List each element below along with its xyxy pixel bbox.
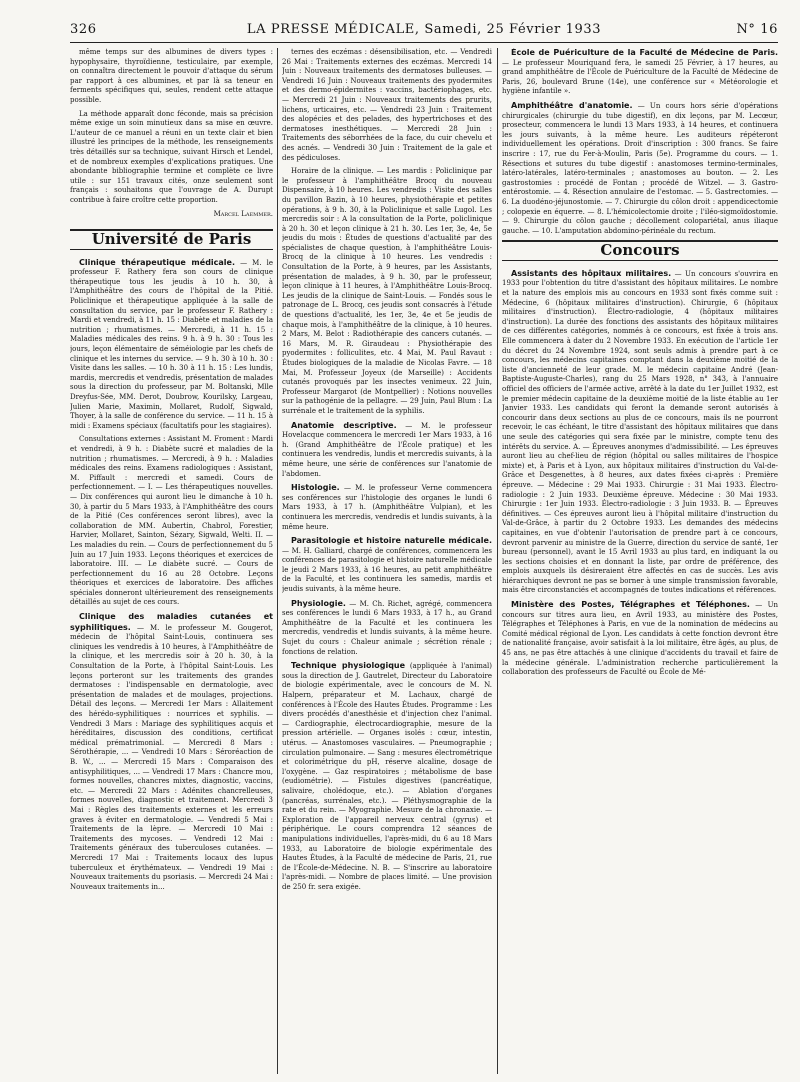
intro-paragraph-1: même temps sur des albumines de divers types : hypophysaire, thyroïdienne, testiculaire, par exemple, on connaîtra directement le pouvoir d'attaque du sérum par rapport à ces albumines, et par là sa teneur en ferments spécifiques qui, seules, rendent cette attaque possible. bbox=[70, 48, 273, 104]
parasitologie-paragraph bbox=[282, 536, 492, 595]
section-title-concours: Concours bbox=[502, 240, 778, 261]
histologie-paragraph bbox=[282, 483, 492, 532]
puericulture-body: — Le professeur Mouriquand fera, le samedi 25 Février, à 17 heures, au grand amphithéâtre de l'École de Puériculture de la Faculté de Médecine de Paris, 26, boulevard Brune (14e), une conférence sur « Météorologie et hygiène infantile ». bbox=[502, 58, 778, 96]
cutanees-continued: ternes des eczémas : désensibilisation, etc. — Vendredi 26 Mai : Traitements externes des eczémas. Mercredi 14 Juin : Nouveaux traitements des dermatoses bulleuses. — Vendredi 16 Juin : Nouveaux traitements des pyodermites et des dermo-épidermites : vaccins, bactériophages, etc. — Mercredi 21 Juin : Nouveaux traitements des prurits, lichens, urticaires, etc. — Vendredi 23 Juin : Traitement des alopécies et des pelades, des hypertrichoses et des dermatoses inesthétiques. — Mercredi 28 Juin : Traitements des séborrhées de la face, du cuir chevelu et des acnés. — Vendredi 30 Juin : Traitement de la gale et des pédiculoses. bbox=[282, 48, 492, 162]
parasitologie-heading: Parasitologie et histoire naturelle médicale. bbox=[291, 536, 492, 546]
technique-paragraph bbox=[282, 661, 492, 892]
physiologie-heading: Physiologie. bbox=[291, 598, 346, 608]
histologie-heading: Histologie. bbox=[291, 483, 340, 493]
parasitologie-body: — M. H. Galliard, chargé de conférences, commencera les conférences de parasitologie et histoire naturelle médicale le jeudi 2 Mars 1933, à 16 heures, au petit amphithéâtre de la Faculté, et les continuera les samedis, mardis et jeudis suivants, à la même heure. bbox=[282, 546, 492, 594]
technique-body: (appliquée à l'animal) sous la direction de J. Gautrelet, Directeur du Laboratoire de biologie expérimentale, avec le concours de M. N. Halpern, préparateur et M. Lachaux, chargé de conférences à l'École des Hautes Études. Programme : Les divers procédés d'anesthésie et d'injection chez l'animal. — Cardiographie, électrocardiographie, mesure de la pression artérielle. — Organes isolés : cœur, intestin, utérus. — Anastomoses vasculaires. — Pneumographie ; circulation pulmonaire. — Sang : mesures électrométrique et colorimétrique du pH, réserve alcaline, dosage de l'oxygène. — Gaz respiratoires ; métabolisme de base (eudiométrie). — Fistules digestives (pancréatique, salivaire, cholédoque, etc.). — Ablation d'organes (pancréas, surrénales, etc.). — Pléthysmographie de la rate et du rein. — Myographie. Mesure de la chronaxie. — Exploration de l'appareil nerveux central (gyrus) et périphérique. Le cours comprendra 12 séances de manipulations individuelles, l'après-midi, du 6 au 18 Mars 1933, au Laboratoire de biologie expérimentale des Hautes Études, à la Faculté de médecine de Paris, 21, rue de l'École-de-Médecine. N. B. — S'inscrire au laboratoire l'après-midi. — Nombre de places limité. — Une provision de 250 fr. sera exigée. bbox=[282, 662, 492, 891]
column-1 bbox=[70, 48, 273, 1074]
puericulture-paragraph bbox=[502, 48, 778, 97]
ptt-heading: Ministère des Postes, Télégraphes et Téléphones. bbox=[511, 600, 750, 610]
amphitheatre-heading: Amphithéâtre d'anatomie. bbox=[511, 100, 633, 110]
puericulture-heading: École de Puériculture de la Faculté de Médecine de Paris. bbox=[511, 48, 778, 57]
column-3 bbox=[502, 48, 778, 1074]
column-2 bbox=[282, 48, 492, 1074]
review-signature: Marcel Laemmer. bbox=[213, 209, 273, 218]
page-number: 326 bbox=[70, 22, 97, 37]
assistants-body: — Un concours s'ouvrira en 1933 pour l'obtention du titre d'assistant des hôpitaux militaires. Le nombre et la nature des emplois mis au concours en 1933 sont fixés comme suit : Médecine, 6 (hôpitaux militaires d'instruction). Chirurgie, 6 (hôpitaux militaires d'instruction). Électro-radiologie, 4 (hôpitaux militaires d'instruction). La durée des fonctions des assistants des hôpitaux militaires de ces différentes catégories, nommés à ce concours, est fixée à trois ans. Elle commencera à dater du 2 Novembre 1933. En exécution de l'article 1er du décret du 24 Novembre 1924, sont seuls admis à prendre part à ce concours, les médecins capitaines comptant dans la deuxième moitié de la liste d'ancienneté de leur grade. M. le médecin capitaine André (Jean-Baptiste-Auguste-Charles), rang du 25 Mars 1928, n° 343, à l'annuaire officiel des officiers de l'armée active, arrêté à la date du 1er Juillet 1932, est le premier médecin capitaine de la deuxième moitié de la liste établie au 1er Janvier 1933. Les candidats qui feront la demande seront autorisés à concourir dans deux sections au plus de ce concours, mais ils ne pourront recevoir, le cas échéant, le titre d'assistant des hôpitaux militaires que dans une seule des catégories qui sera fixée par le ministre, compte tenu des intérêts du service. A. — Épreuves anonymes d'admissibilité. — Les épreuves auront lieu au chef-lieu de région (hôpital ou salles militaires de l'hospice mixte) et, à Paris et à Lyon, aux hôpitaux militaires d'instruction du Val-de-Grâce et Desgenettes, à 8 heures, aux dates fixées ci-après : Première épreuve. — Médecine : 29 Mai 1933. Chirurgie : 31 Mai 1933. Électro-radiologie : 2 Juin 1933. Deuxième épreuve. Médecine : 30 Mai 1933. Chirurgie : 1er Juin 1933. Électro-radiologie : 3 Juin 1933. B. — Épreuves définitives. — Ces épreuves auront lieu à l'hôpital militaire d'instruction du Val-de-Grâce, à partir du 2 Octobre 1933. Les demandes des médecins capitaines, en vue d'obtenir l'autorisation de prendre part à ce concours, devront parvenir au ministre de la Guerre, direction du service de santé, 1er bureau (personnel), avant le 15 Avril 1933 au plus tard, en indiquant la ou les sections choisies et en donnant la liste, par ordre de préférence, des emplois auxquels ils désireraient être affectés en cas de succès. Les avis hiérarchiques devront ne pas se borner à une simple transmission favorable, mais être circonstanciés et accompagnés de toutes indications et références. bbox=[502, 269, 778, 595]
cutanees-paragraph bbox=[70, 612, 273, 892]
page-header bbox=[70, 20, 778, 42]
cutanees-heading: Clinique des maladies cutanées et syphilitiques. bbox=[70, 612, 273, 632]
histologie-body: — M. le professeur Verne commencera ses conférences sur l'histologie des organes le lundi 6 Mars 1933, à 17 h. (Amphithéâtre Vulpian), et les continuera les mercredis, vendredis et lundis suivants, à la même heure. bbox=[282, 484, 492, 531]
assistants-paragraph bbox=[502, 269, 778, 596]
amphitheatre-paragraph bbox=[502, 101, 778, 236]
cutanees-body: — M. le professeur M. Gougerot, médecin de l'hôpital Saint-Louis, continuera ses cliniques les vendredis à 10 heures, à l'Amphithéâtre de la clinique, et les mercredis soir à 20 h. 30, à la Consultation de la Porte, à l'hôpital Saint-Louis. Les leçons porteront sur les traitements des grandes dermatoses : l'indispensable en dermatologie, avec présentation de malades et de moulages, projections. Détail des leçons. — Mercredi 1er Mars : Allaitement des hérédo-syphilitiques : nourrices et syphilis. — Vendredi 3 Mars : Mariage des syphilitiques acquis et héréditaires, discussion des conditions, certificat médical prématrimonial. — Mercredi 8 Mars : Sérothérapie, ... — Vendredi 10 Mars : Séroréaction de B. W., ... — Mercredi 15 Mars : Comparaison des antisyphilitiques, ... — Vendredi 17 Mars : Chancre mou, formes nouvelles, chancres mixtes, diagnostic, vaccins, etc. — Mercredi 22 Mars : Adénites chancrelleuses, formes nouvelles, diagnostic et traitement. Mercredi 3 Mai : Règles des traitements externes et les erreurs graves à éviter en dermatologie. — Vendredi 5 Mai : Traitements de la lèpre. — Mercredi 10 Mai : Traitements des mycoses. — Vendredi 12 Mai : Traitements généraux des tuberculoses cutanées. — Mercredi 17 Mai : Traitements locaux des lupus tuberculeux et érythémateux. — Vendredi 19 Mai : Nouveaux traitements du psoriasis. — Mercredi 24 Mai : Nouveaux traitements in... bbox=[70, 623, 273, 891]
ptt-paragraph bbox=[502, 600, 778, 678]
assistants-heading: Assistants des hôpitaux militaires. bbox=[511, 268, 672, 278]
anatomie-paragraph bbox=[282, 421, 492, 480]
journal-title: LA PRESSE MÉDICALE, Samedi, 25 Février 1933 bbox=[246, 22, 602, 37]
physiologie-paragraph bbox=[282, 599, 492, 658]
clinique-therapeutique-more: Consultations externes : Assistant M. Froment : Mardi et vendredi, à 9 h. : Diabète sucré et maladies de la nutrition ; rhumatismes. — Mercredi, à 9 h. : Maladies médicales des reins. Examens radiologiques : Assistant, M. Piffault : mercredi et samedi. Cours de perfectionnement. — I. — Les thérapeutiques nouvelles. — Dix conférences qui auront lieu le dimanche à 10 h. 30, à partir du 5 Mars 1933, à l'Amphithéâtre des cours de la Pitié (Ces conférences seront libres), avec la collaboration de MM. Aubertin, Chabrol, Forestier, Harvier, Mollaret, Sainton, Sézary, Sigwald, Welti. II. — Les maladies du rein. — Cours de perfectionnement du 5 Juin au 17 Juin 1933. Leçons théoriques et exercices de laboratoire. III. — Le diabète sucré. — Cours de perfectionnement du 16 au 28 Octobre. Leçons théoriques et exercices de laboratoire. Des affiches spéciales donneront ultérieurement des renseignements détaillés au sujet de ces cours. bbox=[70, 435, 273, 607]
technique-heading: Technique physiologique bbox=[291, 661, 406, 671]
physiologie-body: — M. Ch. Richet, agrégé, commencera ses conférences le lundi 6 Mars 1933, à 17 h., au Grand Amphithéâtre de la Faculté et les continuera les mercredis, vendredis et lundis suivants, à la même heure. Sujet du cours : Chaleur animale ; sécrétion rénale ; fonctions de relation. bbox=[282, 599, 492, 656]
column-divider-2 bbox=[497, 48, 498, 1074]
column-divider-1 bbox=[277, 48, 278, 1074]
clinique-therapeutique-heading: Clinique thérapeutique médicale. bbox=[79, 257, 236, 267]
intro-paragraph-2: La méthode apparaît donc féconde, mais sa précision même exige un soin minutieux dans sa mise en œuvre. L'auteur de ce manuel a réuni en un texte clair et bien illustré les principes de la méthode, les renseignements très détaillés sur sa technique, suivant Hirsch et Lendel, et de nombreux exemples d'explications pratiques. Une abondante bibliographie termine et complète ce livre utile : sur 151 travaux cités, onze seulement sont français : souhaitons que l'ouvrage de A. Durupt contribue à faire croître cette proportion. bbox=[70, 109, 273, 204]
issue-number: N° 16 bbox=[736, 22, 778, 37]
clinique-therapeutique-paragraph bbox=[70, 258, 273, 432]
anatomie-body: — M. le professeur Hovelacque commencera le mercredi 1er Mars 1933, à 16 h. (Grand Amphithéâtre de l'École pratique) et les continuera les vendredis, lundis et mercredis suivants, à la même heure, une série de conférences sur l'anatomie de l'abdomen. bbox=[282, 421, 492, 478]
clinique-therapeutique-body: — M. le professeur F. Rathery fera son cours de clinique thérapeutique tous les jeudis à 10 h. 30, à l'Amphithéâtre des cours de l'hôpital de la Pitié. Policlinique et thérapeutique appliquée à la salle de consultation du service, par le professeur F. Rathery : Mardi et vendredi, à 11 h. 15 : Diabète et maladies de la nutrition ; rhumatismes. — Mercredi, à 11 h. 15 : Maladies médicales des reins. 9 h. à 9 h. 30 : Tous les jours, leçon élémentaire de séméiologie par les chefs de clinique et les internes du service. — 9 h. 30 à 10 h. 30 : Visite dans les salles. — 10 h. 30 à 11 h. 15 : Les lundis, mardis, mercredis et vendredis, présentation de malades sous la direction du professeur, par M. Boltanski, Mlle Dreyfus-Sée, MM. Derot, Doubrow, Kourilsky, Largeau, Julien Marie, Maximin, Mollaret, Rudolf, Sigwald, Thoyer, à la salle de conférence du service. — 11 h. 15 à midi : Examens spéciaux (facultatifs pour les stagiaires). bbox=[70, 258, 273, 430]
header-rule bbox=[70, 42, 778, 43]
amphitheatre-body: — Un cours hors série d'opérations chirurgicales (chirurgie du tube digestif), en dix leçons, par M. Lecœur, prosecteur, commencera le lundi 13 Mars 1933, à 14 heures, et continuera les jours suivants, à la même heure. Les auditeurs répéteront individuellement les opérations. Droit d'inscription : 300 francs. Se faire inscrire : 17, rue du Fer-à-Moulin, Paris (5e). Programme du cours. — 1. Résections et sutures du tube digestif : anastomoses termino-terminales, latéro-latérales, latéro-terminales ; anastomoses au bouton. — 2. Les gastrostomies : procédé de Fontan ; procédé de Witzel. — 3. Gastro-entérostomie. — 4. Résection annulaire de l'estomac. — 5. Gastrectomies. — 6. La duodéno-jéjunostomie. — 7. Chirurgie du côlon droit : appendicectomie ; colopexie en équerre. — 8. L'hémicolectomie droite ; l'iléo-sigmoïdostomie. — 9. Chirurgie du côlon gauche ; décollement colopariétal, anus iliaque gauche. — 10. L'amputation abdomino-périnéale du rectum. bbox=[502, 101, 778, 235]
horaire-clinique: Horaire de la clinique. — Les mardis : Policlinique par le professeur à l'amphithéâtre Brocq du nouveau Dispensaire, à 10 heures. Les vendredis : Visite des salles du pavillon Bazin, à 10 heures, physiothérapie et petites opérations, à 9 h. 30, à la Policlinique et salle Lugol. Les mercredis soir : A la consultation de la Porte, policlinique à 20 h. 30 et leçon clinique à 21 h. 30. Les 1er, 3e, 4e, 5e jeudis du mois : Études de questions d'actualité par des spécialistes de chaque question, à l'amphithéâtre Louis-Brocq de la clinique à 10 heures. Les vendredis : Consultation de la Porte, à 9 heures, par les Assistants, présentation de malades, à 9 h. 30, par le professeur, leçon clinique à 11 heures, à l'Amphithéâtre Louis-Brocq. Les jeudis de la clinique de Saint-Louis. — Fondés sous le patronage de L. Brocq, ces jeudis sont consacrés à l'étude de questions d'actualité, les 1er, 3e, 4e et 5e jeudis de chaque mois, à l'amphithéâtre de la clinique, à 10 heures. 2 Mars, M. Belot : Radiothérapie des cancers cutanés. — 16 Mars, M. R. Giraudeau : Physiothérapie des pyodermites : folliculites, etc. 4 Mai, M. Paul Ravaut : Études biologiques de la maladie de Nicolas Favre. — 18 Mai, M. Professeur Joyeux (de Marseille) : Accidents cutanés provoqués par les insectes venimeux. 22 Juin, Professeur Margarot (de Montpellier) : Notions nouvelles sur la pathogénie de la pellagre. — 29 Juin, Paul Blum : La surrénale et le traitement de la syphilis. bbox=[282, 167, 492, 415]
anatomie-heading: Anatomie descriptive. bbox=[291, 420, 397, 430]
ptt-body: — Un concours sur titres aura lieu, en Avril 1933, au ministère des Postes, Télégraphes et Téléphones à Paris, en vue de la nomination de médecins au Comité médical régional de Lyon. Les candidats à cette fonction devront être de nationalité française, avoir satisfait à la loi militaire, être âgés, au plus, de 45 ans, ne pas être attachés à une clinique d'accidents du travail et faire de la médecine générale. L'administration recherche particulièrement la collaboration des professeurs de Faculté ou École de Mé- bbox=[502, 601, 778, 677]
section-title-universite: Université de Paris bbox=[70, 229, 273, 250]
